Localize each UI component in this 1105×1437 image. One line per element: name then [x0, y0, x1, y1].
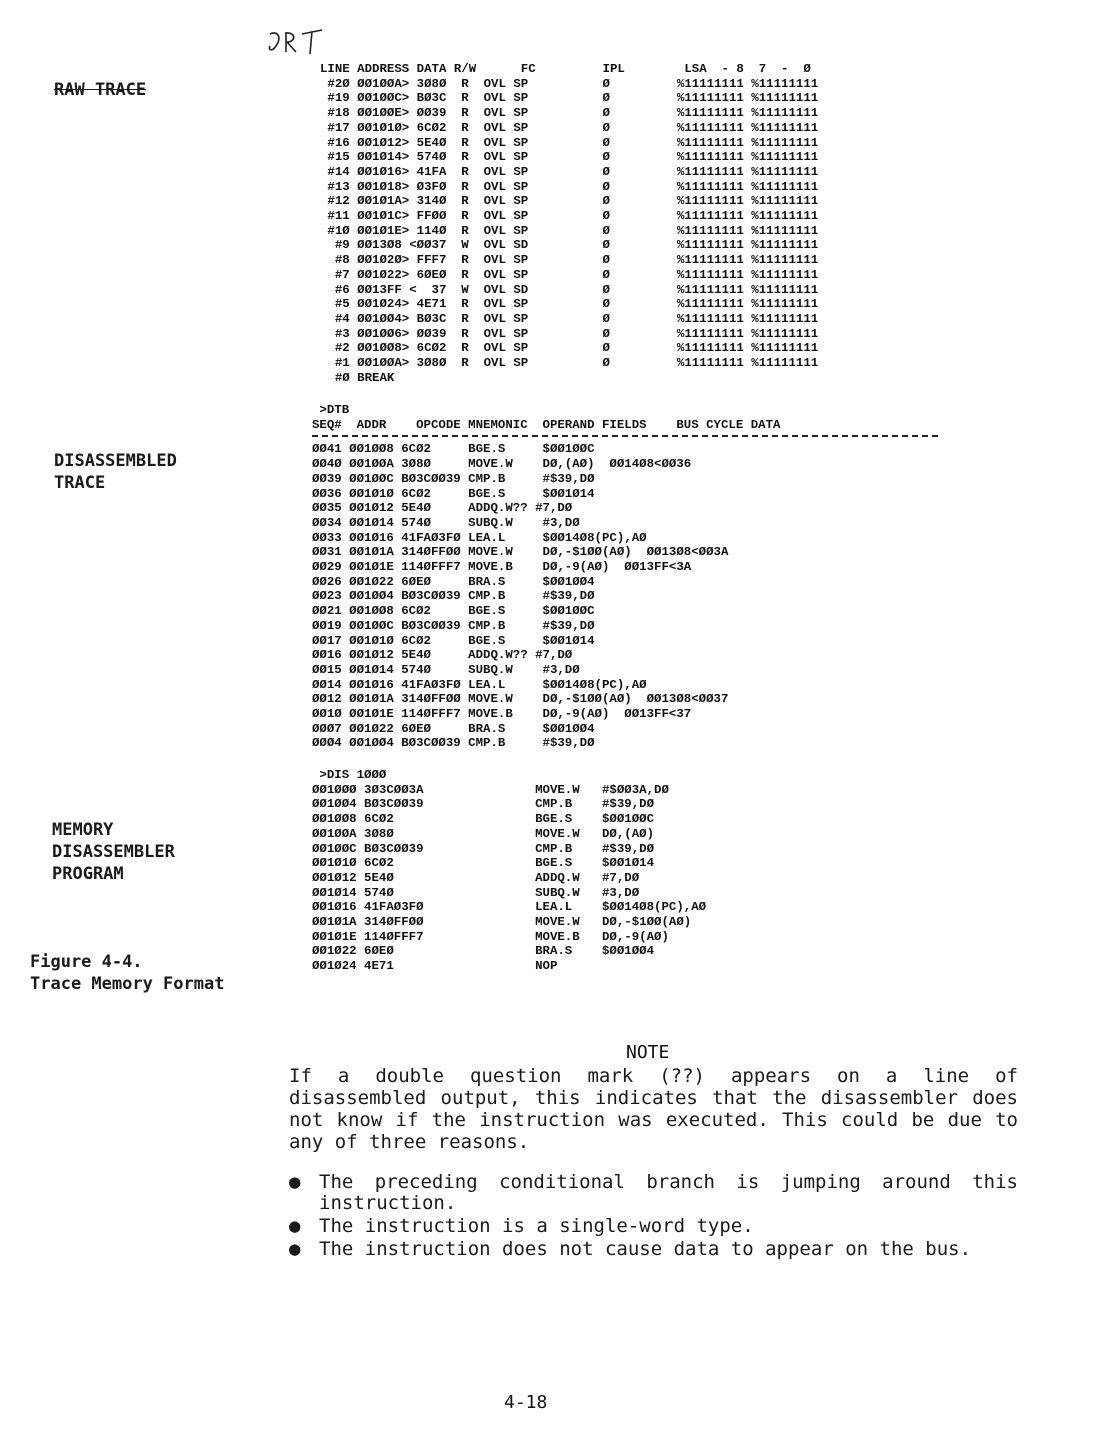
bullet-icon: ● — [289, 1215, 301, 1237]
raw-trace-row: #7 ØØ1Ø22> 6ØEØ R OVL SP Ø %11111111 %11111111 — [320, 267, 819, 282]
raw-trace-row: #19 ØØ1ØØC> BØ3C R OVL SP Ø %11111111 %11111111 — [320, 91, 819, 106]
dis-row: ØØ1ØØØ 3Ø3CØØ3A MOVE.W #$ØØ3A,DØ — [312, 782, 669, 797]
raw-trace-header: LINE ADDRESS DATA R/W FC IPL LSA - 8 7 - Ø — [320, 62, 811, 76]
dtb-rows — [312, 442, 938, 751]
raw-trace-row: #5 ØØ1Ø24> 4E71 R OVL SP Ø %11111111 %11111111 — [320, 297, 819, 312]
raw-trace-row: #12 ØØ1Ø1A> 314Ø R OVL SP Ø %11111111 %11111111 — [320, 194, 819, 209]
raw-trace-row: #1 ØØ1ØØA> 3Ø8Ø R OVL SP Ø %11111111 %11111111 — [320, 356, 819, 371]
dtb-row: ØØ4Ø ØØ1ØØA 3Ø8Ø MOVE.W DØ,(AØ) ØØ14Ø8<ØØ36 — [312, 457, 692, 472]
dis-row: ØØ1Ø12 5E4Ø ADDQ.W #7,DØ — [312, 870, 640, 885]
dtb-row: ØØ26 ØØ1Ø22 6ØEØ BRA.S $ØØ1ØØ4 — [312, 574, 595, 589]
dtb-row: ØØ17 ØØ1Ø1Ø 6CØ2 BGE.S $ØØ1Ø14 — [312, 633, 595, 648]
dtb-row: ØØ15 ØØ1Ø14 574Ø SUBQ.W #3,DØ — [312, 662, 580, 677]
raw-trace-row: #14 ØØ1Ø16> 41FA R OVL SP Ø %11111111 %11111111 — [320, 164, 819, 179]
raw-trace-row: #15 ØØ1Ø14> 574Ø R OVL SP Ø %11111111 %11111111 — [320, 150, 819, 165]
raw-trace-row: #3 ØØ1ØØ6> ØØ39 R OVL SP Ø %11111111 %11111111 — [320, 326, 819, 341]
dtb-row: ØØ29 ØØ1Ø1E 114ØFFF7 MOVE.B DØ,-9(AØ) ØØ13FF<3A — [312, 560, 692, 575]
dis-row: ØØ1ØØ8 6CØ2 BGE.S $ØØ1ØØC — [312, 812, 655, 827]
dis-command: >DIS 1ØØØ — [312, 768, 387, 782]
dtb-row: ØØ14 ØØ1Ø16 41FAØ3FØ LEA.L $ØØ14Ø8(PC),AØ — [312, 677, 647, 692]
dtb-row: ØØ39 ØØ1ØØC BØ3CØØ39 CMP.B #$39,DØ — [312, 471, 595, 486]
dtb-row: ØØ12 ØØ1Ø1A 314ØFFØØ MOVE.W DØ,-$1ØØ(AØ) ØØ13Ø8<ØØ37 — [312, 692, 729, 707]
dtb-header: SEQ# ADDR OPCODE MNEMONIC OPERAND FIELDS BUS CYCLE DATA — [312, 417, 781, 432]
dis-rows — [312, 783, 706, 974]
raw-trace-row: #2 ØØ1ØØ8> 6CØ2 R OVL SP Ø %11111111 %11111111 — [320, 341, 819, 356]
dtb-row: ØØ16 ØØ1Ø12 5E4Ø ADDQ.W?? #7,DØ — [312, 648, 573, 663]
dtb-row: ØØ1Ø ØØ1Ø1E 114ØFFF7 MOVE.B DØ,-9(AØ) ØØ13FF<37 — [312, 707, 692, 722]
dis-row: ØØ1Ø22 6ØEØ BRA.S $ØØ1ØØ4 — [312, 944, 655, 959]
raw-trace-row: #1Ø ØØ1Ø1E> 114Ø R OVL SP Ø %11111111 %11111111 — [320, 223, 819, 238]
note-bullet-text: The instruction is a single-word type. — [319, 1215, 754, 1237]
note-bullet — [289, 1239, 1018, 1260]
note-bullet-text: The instruction does not cause data to appear on the bus. — [319, 1238, 972, 1260]
disassembled-trace-label: DISASSEMBLED TRACE — [54, 451, 177, 493]
dis-row: ØØ1ØØ4 BØ3CØØ39 CMP.B #$39,DØ — [312, 797, 655, 812]
dis-row: ØØ1Ø1A 314ØFFØØ MOVE.W DØ,-$1ØØ(AØ) — [312, 915, 692, 930]
memory-disassembler-label: MEMORY DISASSEMBLER PROGRAM — [52, 820, 175, 884]
page-number: 4-18 — [504, 1392, 548, 1413]
raw-trace-row: #4 ØØ1ØØ4> BØ3C R OVL SP Ø %11111111 %11111111 — [320, 311, 819, 326]
raw-trace-row: #9 ØØ13Ø8 <ØØ37 W OVL SD Ø %11111111 %11111111 — [320, 238, 819, 253]
raw-trace-label: RAW TRACE — [54, 80, 147, 100]
disassembled-trace-block — [312, 403, 938, 751]
raw-trace-row: #18 ØØ1ØØE> ØØ39 R OVL SP Ø %11111111 %11111111 — [320, 106, 819, 121]
raw-trace-row: #8 ØØ1Ø2Ø> FFF7 R OVL SP Ø %11111111 %11111111 — [320, 253, 819, 268]
note-bullets — [289, 1172, 1018, 1260]
raw-trace-row: #16 ØØ1Ø12> 5E4Ø R OVL SP Ø %11111111 %11111111 — [320, 135, 819, 150]
dtb-row: ØØ36 ØØ1Ø1Ø 6CØ2 BGE.S $ØØ1Ø14 — [312, 486, 595, 501]
raw-trace-block — [320, 62, 818, 385]
dis-row: ØØ1ØØC BØ3CØØ39 CMP.B #$39,DØ — [312, 841, 655, 856]
dis-row: ØØ1Ø24 4E71 NOP — [312, 959, 558, 974]
dtb-row: ØØ19 ØØ1ØØC BØ3CØØ39 CMP.B #$39,DØ — [312, 618, 595, 633]
raw-trace-row: #13 ØØ1Ø18> Ø3FØ R OVL SP Ø %11111111 %11111111 — [320, 179, 819, 194]
memory-disassembler-block — [312, 768, 706, 974]
figure-caption: Figure 4-4. Trace Memory Format — [30, 952, 225, 994]
raw-trace-row: #2Ø ØØ1ØØA> 3Ø8Ø R OVL SP Ø %11111111 %11111111 — [320, 76, 819, 91]
dtb-row: ØØ23 ØØ1ØØ4 BØ3CØØ39 CMP.B #$39,DØ — [312, 589, 595, 604]
dtb-divider — [312, 435, 938, 437]
dtb-row: ØØØ4 ØØ1ØØ4 BØ3CØØ39 CMP.B #$39,DØ — [312, 736, 595, 751]
dtb-row: ØØ21 ØØ1ØØ8 6CØ2 BGE.S $ØØ1ØØC — [312, 604, 595, 619]
dis-row: ØØ1ØØA 3Ø8Ø MOVE.W DØ,(AØ) — [312, 826, 655, 841]
note-title: NOTE — [626, 1042, 670, 1063]
dtb-row: ØØ34 ØØ1Ø14 574Ø SUBQ.W #3,DØ — [312, 515, 580, 530]
raw-trace-row: #11 ØØ1Ø1C> FFØØ R OVL SP Ø %11111111 %11111111 — [320, 209, 819, 224]
note-text: If a double question mark (??) appears on a line of disassembled output, this indicates that the disassembler does not know if the instruction was executed. This could be due to any of three reasons. — [289, 1065, 1018, 1153]
bullet-icon: ● — [289, 1238, 301, 1260]
dtb-command: >DTB — [312, 403, 350, 417]
note-bullet — [289, 1172, 1018, 1214]
dtb-row: ØØ31 ØØ1Ø1A 314ØFFØØ MOVE.W DØ,-$1ØØ(AØ) ØØ13Ø8<ØØ3A — [312, 545, 729, 560]
note-bullet-text: The preceding conditional branch is jumping around this instruction. — [319, 1171, 1018, 1214]
bullet-icon: ● — [289, 1171, 301, 1193]
raw-trace-rows — [320, 77, 818, 386]
dis-row: ØØ1Ø1Ø 6CØ2 BGE.S $ØØ1Ø14 — [312, 856, 655, 871]
dtb-row: ØØ41 ØØ1ØØ8 6CØ2 BGE.S $ØØ1ØØC — [312, 442, 595, 457]
note-bullet — [289, 1216, 1018, 1237]
raw-trace-row: #17 ØØ1Ø1Ø> 6CØ2 R OVL SP Ø %11111111 %11111111 — [320, 120, 819, 135]
raw-trace-row: #Ø BREAK — [320, 370, 395, 385]
dis-row: ØØ1Ø1E 114ØFFF7 MOVE.B DØ,-9(AØ) — [312, 929, 669, 944]
dis-row: ØØ1Ø14 574Ø SUBQ.W #3,DØ — [312, 885, 640, 900]
dtb-row: ØØ35 ØØ1Ø12 5E4Ø ADDQ.W?? #7,DØ — [312, 501, 573, 516]
dtb-row: ØØ33 ØØ1Ø16 41FAØ3FØ LEA.L $ØØ14Ø8(PC),AØ — [312, 530, 647, 545]
dtb-row: ØØØ7 ØØ1Ø22 6ØEØ BRA.S $ØØ1ØØ4 — [312, 721, 595, 736]
handwritten-initials — [266, 24, 330, 64]
dis-row: ØØ1Ø16 41FAØ3FØ LEA.L $ØØ14Ø8(PC),AØ — [312, 900, 707, 915]
raw-trace-row: #6 ØØ13FF < 37 W OVL SD Ø %11111111 %11111111 — [320, 282, 819, 297]
